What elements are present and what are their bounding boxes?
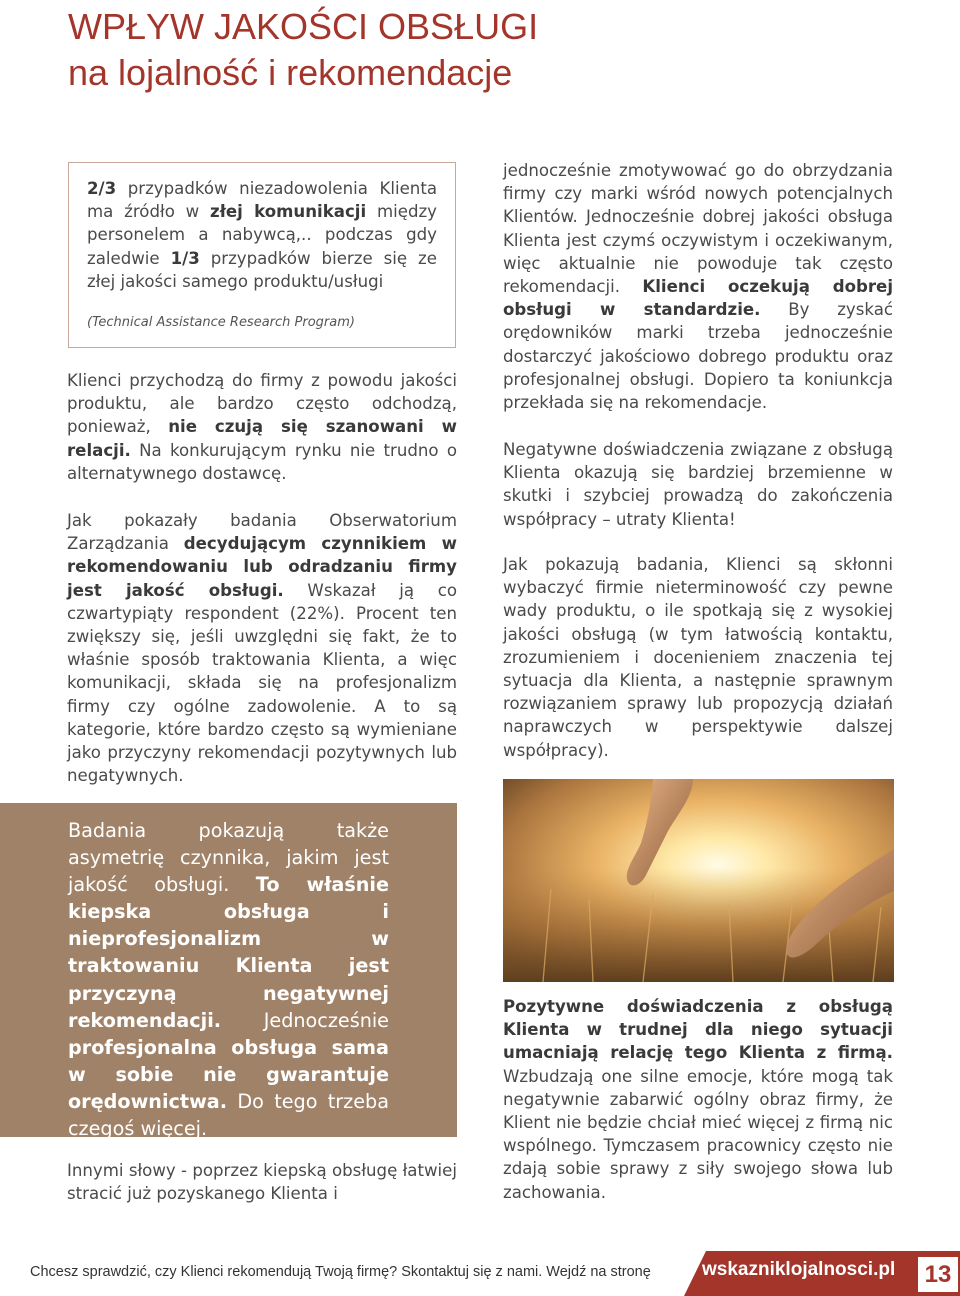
statistic-quote-box	[68, 162, 456, 348]
title-line-2: na lojalność i rekomendacje	[68, 52, 513, 93]
highlight-box	[0, 803, 457, 1141]
highlight-text: Badania pokazują także asymetrię czynnika, jakim jest jakość obsługi. To właśnie kiepska obsługa i nieprofesjonalizm w traktowaniu Klienta jest przyczyną negatywnej rekomendacji. Jednocześnie profesjonalna obsługa sama w sobie nie gwarantuje orędownictwa. Do tego trzeba czegoś więcej.	[68, 819, 389, 1141]
footer-cta-text: Chcesz sprawdzić, czy Klienci rekomendują Twoją firmę? Skontaktuj się z nami. Wejdź na stronę	[30, 1264, 651, 1280]
quote-text: 2/3 przypadków niezadowolenia Klienta ma źródło w złej komunikacji między personelem a nabywcą,.. podczas gdy zaledwie 1/3 przypadków bierze się ze złej jakości samego produktu/usługi	[87, 179, 438, 291]
title-line-1: WPŁYW JAKOŚCI OBSŁUGI	[68, 6, 539, 47]
right-paragraph-2: Negatywne doświadczenia związane z obsługą Klienta okazują się bardziej brzemienne w skutki i szybciej prowadzą do zakończenia współpracy – utraty Klienta!	[503, 440, 893, 529]
photo-illustration	[503, 779, 894, 982]
right-paragraph-4: Pozytywne doświadczenia z obsługą Klienta w trudnej dla niego sytuacji umacniają relację tego Klienta z firmą. Wzbudzają one silne emocje, które mogą tak negatywnie zabarwić ogólny obraz firmy, że Klient nie będzie chciał mieć więcej z firmą nic wspólnego. Tymczasem pracownicy często nie zdają sobie sprawy z siły swojego słowa lub zachowania.	[503, 997, 893, 1202]
wheat-field-hands-photo	[503, 779, 894, 982]
right-paragraph-1: jednocześnie zmotywować go do obrzydzania firmy czy marki wśród nowych potencjalnych Klientów. Jednocześnie dobrej jakości obsługa Klienta jest czymś oczywistym i oczekiwanym, więc aktualnie nie powoduje tak często rekomendacji. Klienci oczekują dobrej obsługi w standardzie. By zyskać orędowników marki trzeba jednocześnie dostarczyć jakościowo dobrego produktu oraz profesjonalnej obsługi. Dopiero ta koniunkcja przekłada się na rekomendacje.	[503, 161, 894, 413]
right-paragraph-3: Jak pokazują badania, Klienci są skłonni wybaczyć firmie nieterminowość czy pewne wady produktu, o ile spotkają się z wysokiej jakości obsługą (w tym łatwością kontaktu, zrozumieniem i docenieniem znaczenia tej sytuacja dla Klienta, a następnie sprawnym rozwiązaniem sprawy lub propozycją działań naprawczych w perspektywie dalszej współpracy).	[503, 555, 893, 760]
footer-website-link[interactable]: wskazniklojalnosci.pl	[702, 1259, 896, 1280]
page-title	[68, 4, 538, 96]
quote-source: (Technical Assistance Research Program)	[87, 315, 355, 331]
left-paragraph-3: Innymi słowy - poprzez kiepską obsługę łatwiej stracić już pozyskanego Klienta i	[67, 1161, 457, 1204]
page-number: 13	[918, 1257, 958, 1292]
left-paragraph-2: Jak pokazały badania Obserwatorium Zarządzania decydującym czynnikiem w rekomendowaniu lub odradzaniu firmy jest jakość obsługi. Wskazał ją co czwartypiąty respondent (22%). Procent ten zwiększy się, jeśli uwzględni się fakt, że to właśnie sposób traktowania Klienta, a więc komunikacji, składa się na profesjonalizm firmy czy ogólne zadowolenie. A to są kategorie, które bardzo często są wymieniane jako przyczyny rekomendacji pozytywnych lub negatywnych.	[67, 511, 458, 786]
left-paragraph-1: Klienci przychodzą do firmy z powodu jakości produktu, ale bardzo często odchodzą, ponieważ, nie czują się szanowani w relacji. Na konkurującym rynku nie trudno o alternatywnego dostawcę.	[67, 371, 457, 483]
